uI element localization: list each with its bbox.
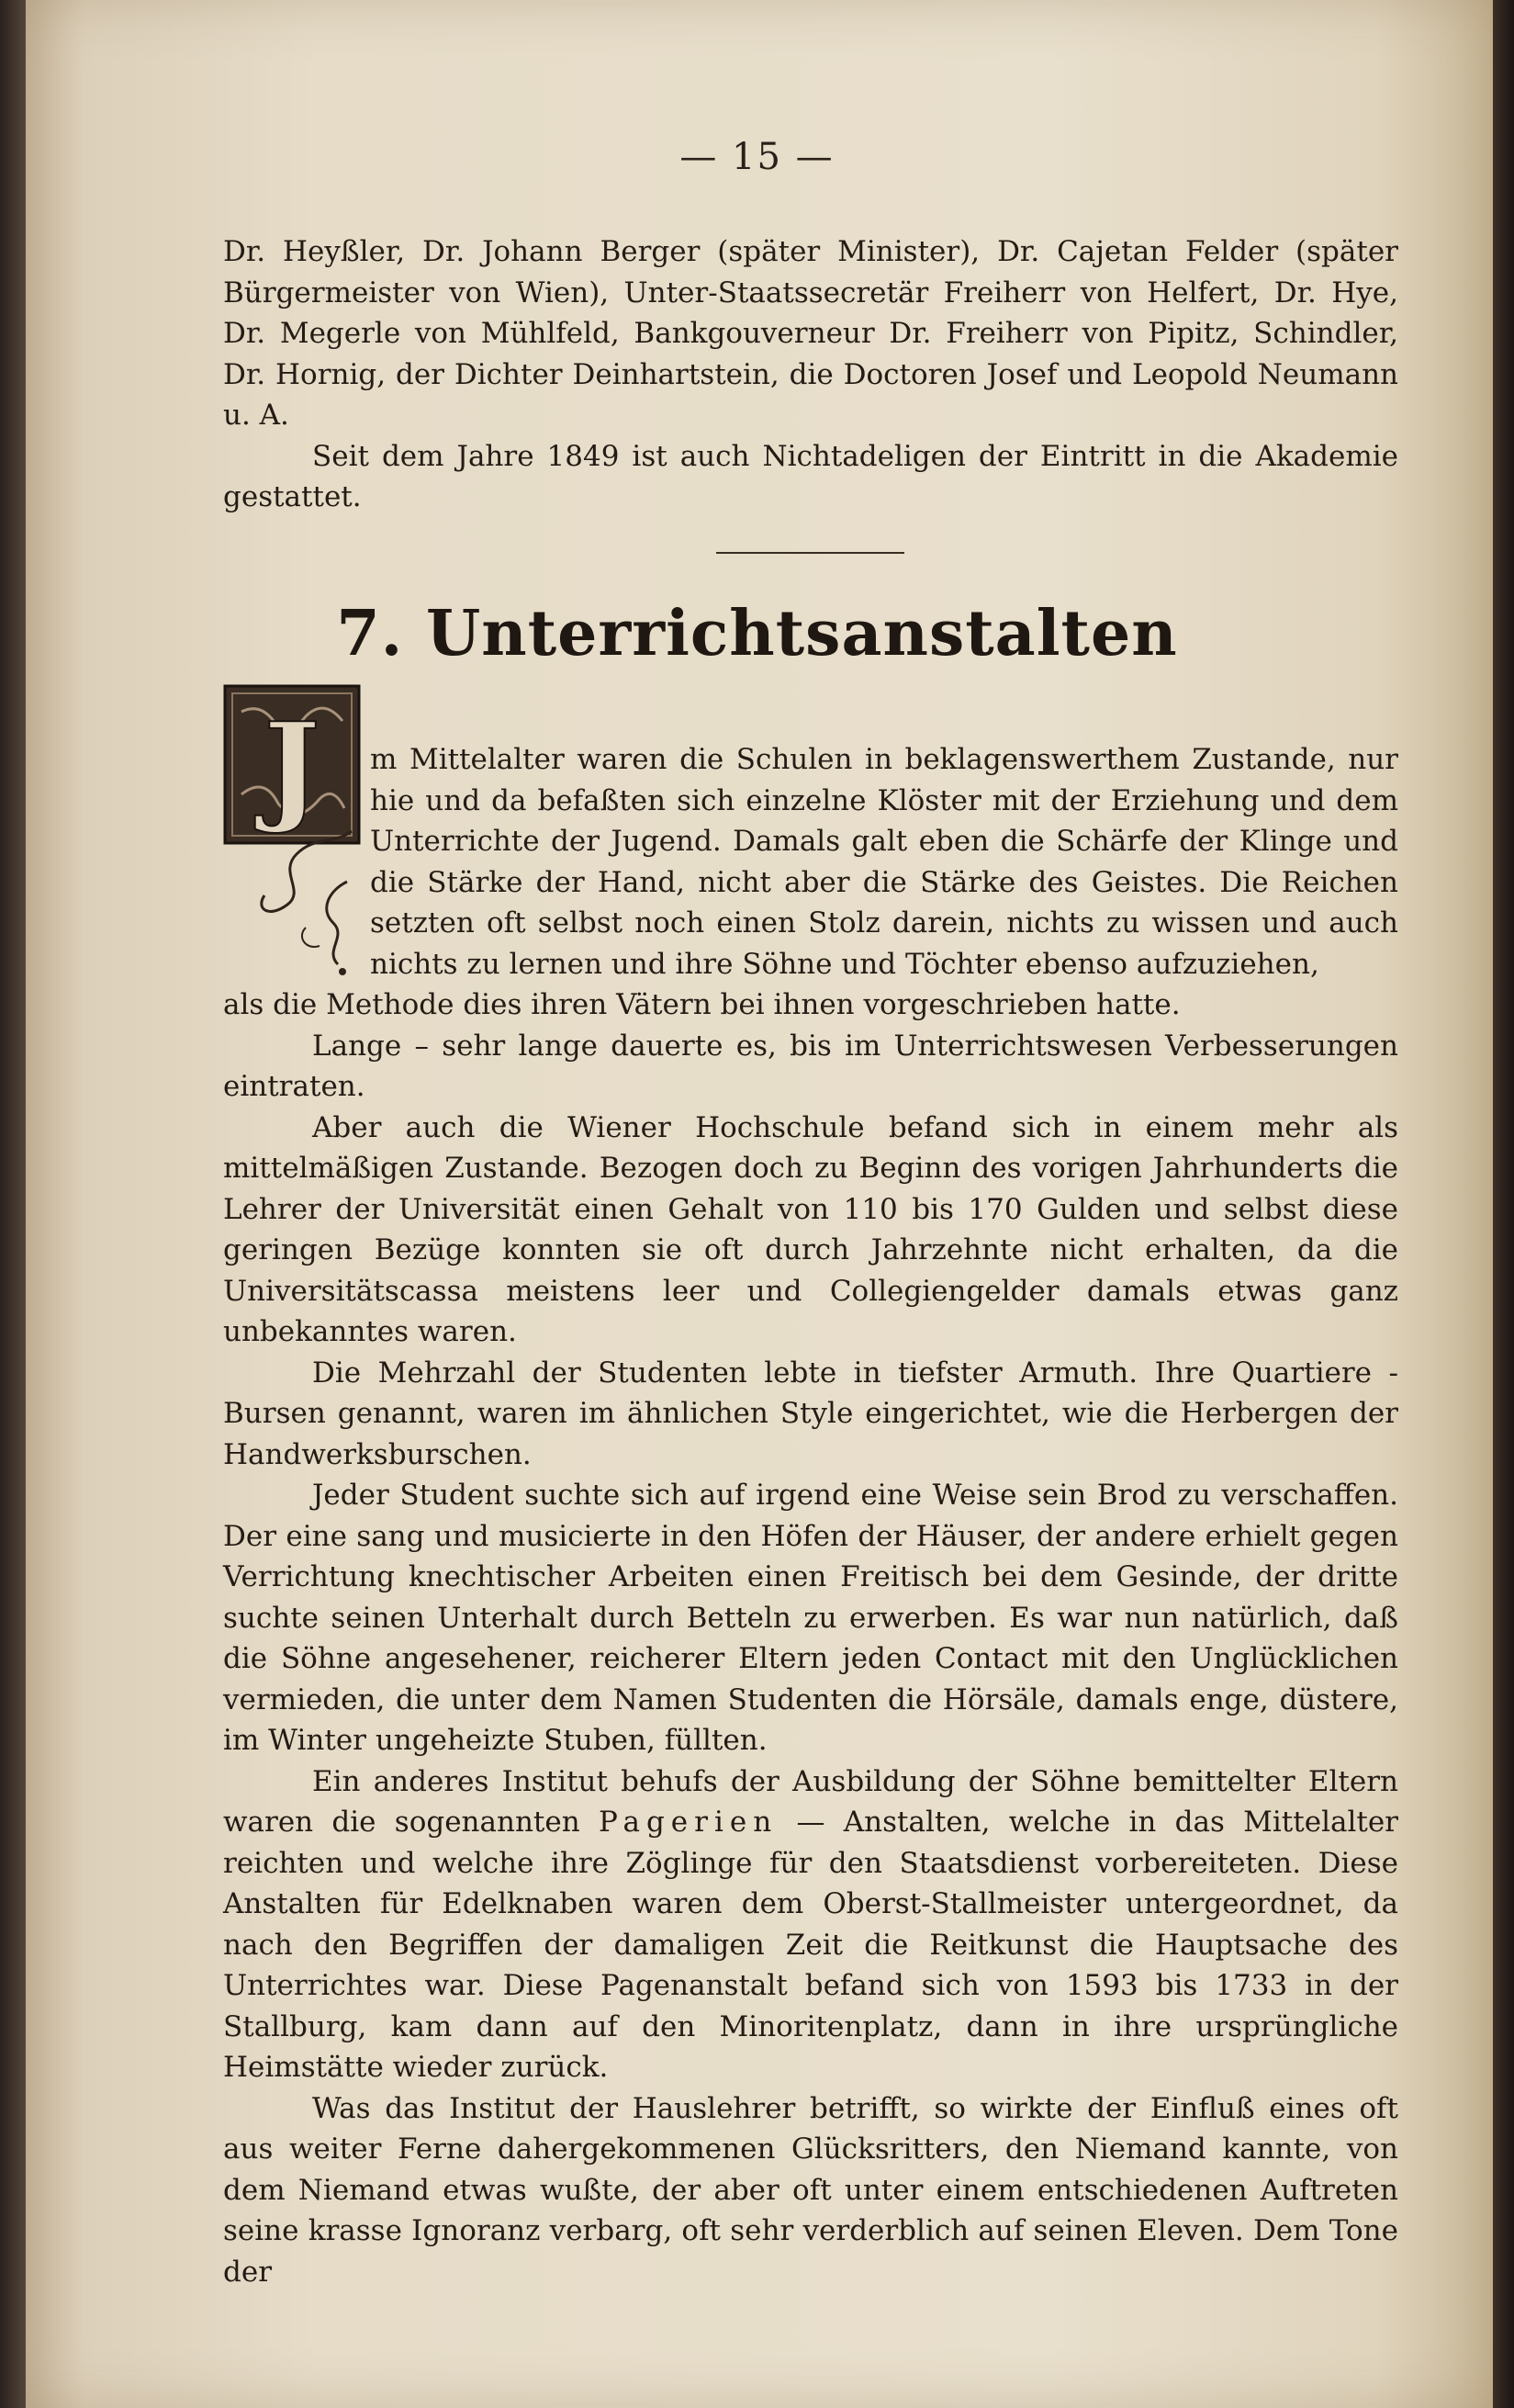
intro-text — [223, 231, 1398, 518]
dropcap-letter: J — [264, 696, 320, 837]
book-spine — [0, 0, 26, 2408]
spaced-word-pagerien: Pagerien — [599, 1806, 779, 1839]
section-paragraph-2: Lange – sehr lange dauerte es, bis im Unterrichtswesen Verbesserungen eintraten. — [223, 1029, 1398, 1103]
section-paragraph-5: Jeder Student suchte sich auf irgend eine Weise sein Brod zu verschaffen. Der eine sang und musicierte in den Höfen der Häuser, der andere erhielt gegen Verrichtung knechtischer Arbeiten einen Freitisch bei dem Gesinde, der dritte suchte seinen Unterhalt durch Betteln zu erwerben. Es war nun natürlich, daß die Söhne angesehener, reicherer Eltern jeden Contact mit den Unglücklichen vermieden, die unter dem Namen Studenten die Hörsäle, damals enge, düstere, im Winter ungeheizte Stuben, füllten. — [223, 1479, 1398, 1757]
section-paragraph-6-end: — Anstalten, welche in das Mittelalter reichten und welche ihre Zöglinge für den Staatsdienst vorbereiteten. Diese Anstalten für Edelknaben waren dem Oberst-Stallmeister untergeordnet, da nach den Begriffen der damaligen Zeit die Reitkunst die Hauptsache des Unterrichtes war. Diese Pagenanstalt befand sich von 1593 bis 1733 in der Stallburg, kam dann auf den Minoritenplatz, dann in ihre ursprüngliche Heimstätte wieder zurück. — [223, 1806, 1399, 2084]
section-paragraph-1-tail: als die Methode dies ihren Vätern bei ihnen vorgeschrieben hatte. — [223, 988, 1181, 1021]
section-paragraph-6-start: Ein anderes Institut behufs der Ausbildung der Söhne bemittelter Eltern waren die sogenannten — [223, 1764, 1398, 1839]
page-number: — 15 — — [679, 136, 835, 178]
section-paragraph-7: Was das Institut der Hauslehrer betrifft, so wirkte der Einfluß eines oft aus weiter Ferne dahergekommenen Glücksritters, den Niemand kannte, von dem Niemand etwas wußte, der aber oft unter einem entschiedenen Auftreten seine krasse Ignoranz verbarg, oft sehr verderblich auf seinen Eleven. Dem Tone der — [223, 2091, 1398, 2289]
section-paragraph-6 — [223, 1761, 1398, 2088]
section-paragraph-4: Die Mehrzahl der Studenten lebte in tiefster Armuth. Ihre Quartiere - Bursen genannt, waren im ähnlichen Style eingerichtet, wie die Herbergen der Handwerksburschen. — [223, 1356, 1398, 1471]
page-edge — [1493, 0, 1514, 2408]
intro-paragraph-2: Seit dem Jahre 1849 ist auch Nichtadeligen der Eintritt in die Akademie gestattet. — [223, 439, 1398, 513]
section-paragraph-1: m Mittelalter waren die Schulen in beklagenswerthem Zustande, nur hie und da befaßten sich einzelne Klöster mit der Erziehung und dem Unterrichte der Jugend. Damals galt eben die Schärfe der Klinge und die Stärke der Hand, nicht aber die Stärke des Geistes. Die Reichen setzten oft selbst noch einen Stolz darein, nichts zu wissen und auch nichts zu lernen und ihre Söhne und Töchter ebenso aufzuziehen, — [370, 743, 1398, 981]
intro-paragraph-1: Dr. Heyßler, Dr. Johann Berger (später Minister), Dr. Cajetan Felder (später Bürgermeister von Wien), Unter-Staatssecretär Freiherr von Helfert, Dr. Hye, Dr. Megerle von Mühlfeld, Bankgouverneur Dr. Freiherr von Pipitz, Schindler, Dr. Hornig, der Dichter Deinhartstein, die Doctoren Josef und Leopold Neumann u. A. — [223, 235, 1398, 432]
section-body — [223, 739, 1398, 2292]
section-paragraph-3: Aber auch die Wiener Hochschule befand sich in einem mehr als mittelmäßigen Zustande. Bezogen doch zu Beginn des vorigen Jahrhunderts die Lehrer der Universität einen Gehalt von 110 bis 170 Gulden und selbst diese geringen Bezüge konnten sie oft durch Jahrzehnte nicht erhalten, da die Universitätscassa meistens leer und Collegiengelder damals etwas ganz unbekanntes waren. — [223, 1110, 1398, 1348]
section-heading: 7. Unterrichtsanstalten — [336, 597, 1178, 670]
section-divider — [716, 552, 904, 554]
